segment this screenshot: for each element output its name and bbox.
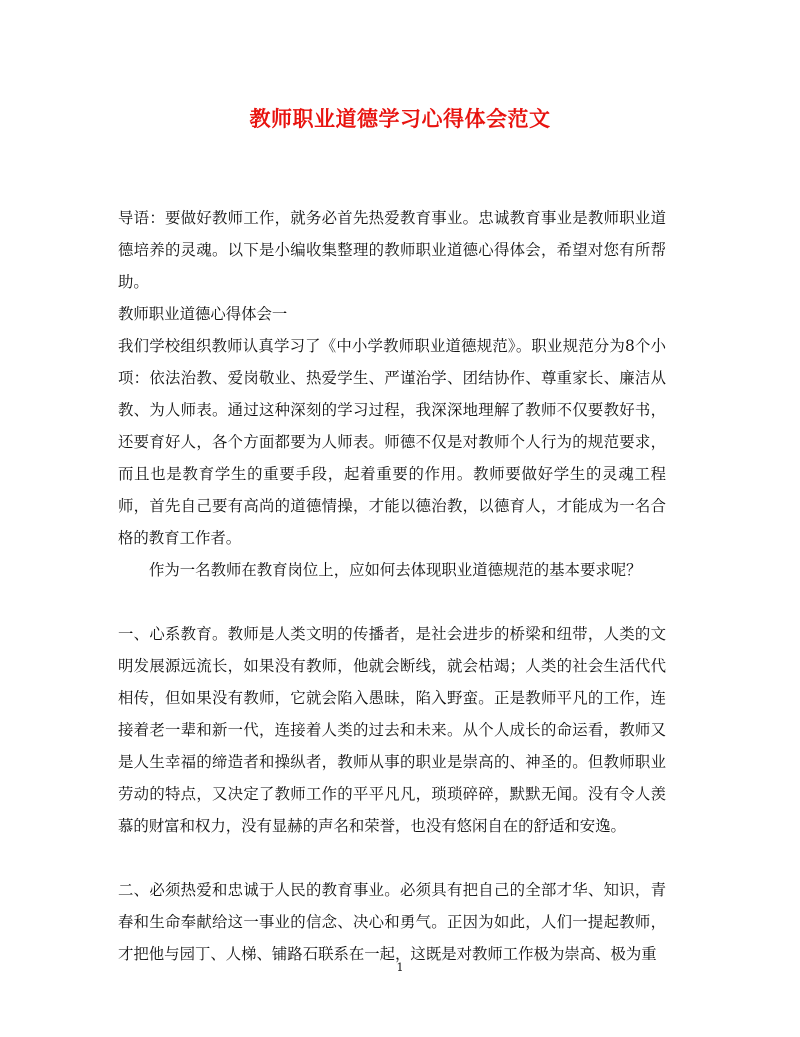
document-body: [118, 202, 666, 970]
intro-paragraph: 导语：要做好教师工作，就务必首先热爱教育事业。忠诚教育事业是教师职业道德培养的灵魂。以下是小编收集整理的教师职业道德心得体会，希望对您有所帮助。: [118, 209, 666, 291]
question-paragraph: 作为一名教师在教育岗位上，应如何去体现职业道德规范的基本要求呢？: [149, 561, 642, 579]
paragraph-gap: [118, 586, 666, 618]
section-heading: 教师职业道德心得体会一: [118, 305, 288, 323]
point-two-paragraph: 二、必须热爱和忠诚于人民的教育事业。必须具有把自己的全部才华、知识，青春和生命奉献给这一事业的信念、决心和勇气。正因为如此，人们一提起教师，才把他与园丁、人梯、铺路石联系在一起，这既是对教师工作极为崇高、极为重: [118, 881, 666, 963]
paragraph-gap: [118, 842, 666, 874]
point-one-paragraph: 一、心系教育。教师是人类文明的传播者，是社会进步的桥梁和纽带，人类的文明发展源远流长，如果没有教师，他就会断线，就会枯竭；人类的社会生活代代相传，但如果没有教师，它就会陷入愚昧，陷入野蛮。正是教师平凡的工作，连接着老一辈和新一代，连接着人类的过去和未来。从个人成长的命运看，教师又是人生幸福的缔造者和操纵者，教师从事的职业是崇高的、神圣的。但教师职业劳动的特点，又决定了教师工作的平平凡凡，琐琐碎碎，默默无闻。没有令人羡慕的财富和权力，没有显赫的声名和荣誉，也没有悠闲自在的舒适和安逸。: [118, 625, 666, 835]
body-paragraph-1: 我们学校组织教师认真学习了《中小学教师职业道德规范》。职业规范分为8个小项：依法治教、爱岗敬业、热爱学生、严谨治学、团结协作、尊重家长、廉洁从教、为人师表。通过这种深刻的学习过程，我深深地理解了教师不仅要教好书，还要育好人，各个方面都要为人师表。师德不仅是对教师个人行为的规范要求，而且也是教育学生的重要手段，起着重要的作用。教师要做好学生的灵魂工程师，首先自己要有高尚的道德情操，才能以德治教，以德育人，才能成为一名合格的教育工作者。: [118, 337, 666, 547]
page-number: 1: [396, 961, 404, 974]
document-title: 教师职业道德学习心得体会范文: [249, 106, 551, 131]
